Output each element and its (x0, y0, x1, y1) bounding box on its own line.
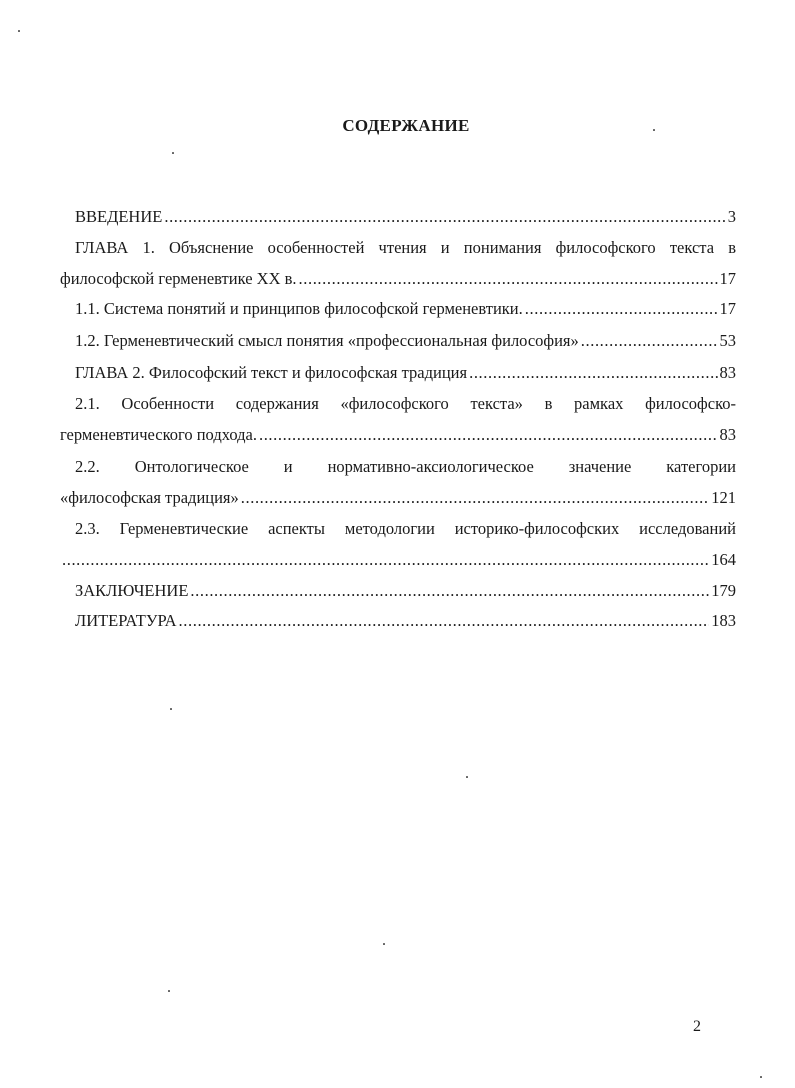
toc-entry-section-1-1[interactable] (60, 297, 736, 321)
toc-entry-page: 53 (719, 331, 736, 350)
scan-speck (653, 129, 655, 131)
toc-entry-section-2-2[interactable] (60, 486, 736, 510)
toc-entry-chapter-1[interactable] (60, 267, 736, 291)
toc-entry-section-2-3[interactable] (60, 548, 736, 572)
scan-speck (172, 152, 174, 154)
toc-entry-page: 83 (719, 425, 736, 444)
leader-dots (62, 548, 709, 572)
scan-speck (760, 1076, 762, 1078)
leader-dots (259, 423, 718, 447)
page-number: 2 (693, 1018, 701, 1035)
leader-dots (469, 361, 717, 385)
scan-speck (168, 990, 170, 992)
toc-entry-literature[interactable] (60, 609, 736, 633)
toc-entry-label: философской герменевтике XX в. (60, 269, 297, 288)
toc-entry-label-line1: 2.1. Особенности содержания «философского текста» в рамках философско- (75, 394, 736, 413)
page-title: СОДЕРЖАНИЕ (342, 116, 470, 135)
toc-entry-label: ВВЕДЕНИЕ (75, 207, 163, 226)
scan-speck (466, 776, 468, 778)
toc-entry-label: ЛИТЕРАТУРА (75, 611, 177, 630)
toc-entry-page: 17 (719, 269, 736, 288)
toc-entry-section-1-2[interactable] (60, 329, 736, 353)
leader-dots (241, 486, 709, 510)
toc-entry-page: 3 (727, 207, 736, 226)
scan-speck (170, 708, 172, 710)
toc-entry-section-2-2-heading[interactable] (60, 455, 736, 479)
leader-dots (179, 609, 710, 633)
toc-entry-page: 17 (719, 299, 736, 318)
toc-entry-label: 1.1. Система понятий и принципов философской герменевтики. (75, 299, 523, 318)
toc-entry-chapter-1-heading[interactable] (60, 236, 736, 260)
toc-entry-section-2-1[interactable] (60, 423, 736, 447)
toc-entry-page: 183 (711, 611, 736, 630)
leader-dots (525, 297, 718, 321)
scan-speck (18, 30, 20, 32)
toc-entry-page: 121 (711, 488, 736, 507)
toc-entry-label: ГЛАВА 2. Философский текст и философская традиция (75, 363, 468, 382)
toc-entry-label: 1.2. Герменевтический смысл понятия «профессиональная философия» (75, 331, 579, 350)
toc-entry-label-line1: 2.3. Герменевтические аспекты методологии историко-философских исследований (75, 519, 736, 538)
toc-entry-label-line1: 2.2. Онтологическое и нормативно-аксиологическое значение категории (75, 457, 736, 476)
toc-entry-page: 179 (711, 581, 736, 600)
leader-dots (190, 579, 709, 603)
toc-entry-label: «философская традиция» (60, 488, 239, 507)
toc-entry-conclusion[interactable] (60, 579, 736, 603)
leader-dots (299, 267, 718, 291)
toc-entry-label: герменевтического подхода. (60, 425, 257, 444)
toc-entry-label: ЗАКЛЮЧЕНИЕ (75, 581, 189, 600)
toc-entry-page: 83 (719, 363, 736, 382)
toc-entry-section-2-3-heading[interactable] (60, 517, 736, 541)
leader-dots (164, 205, 725, 229)
toc-entry-label-line1: ГЛАВА 1. Объяснение особенностей чтения и понимания философского текста в (75, 238, 736, 257)
scan-speck (383, 943, 385, 945)
toc-entry-introduction[interactable] (60, 205, 736, 229)
leader-dots (581, 329, 718, 353)
toc-entry-page: 164 (711, 550, 736, 569)
toc-entry-chapter-2[interactable] (60, 361, 736, 385)
toc-entry-section-2-1-heading[interactable] (60, 392, 736, 416)
